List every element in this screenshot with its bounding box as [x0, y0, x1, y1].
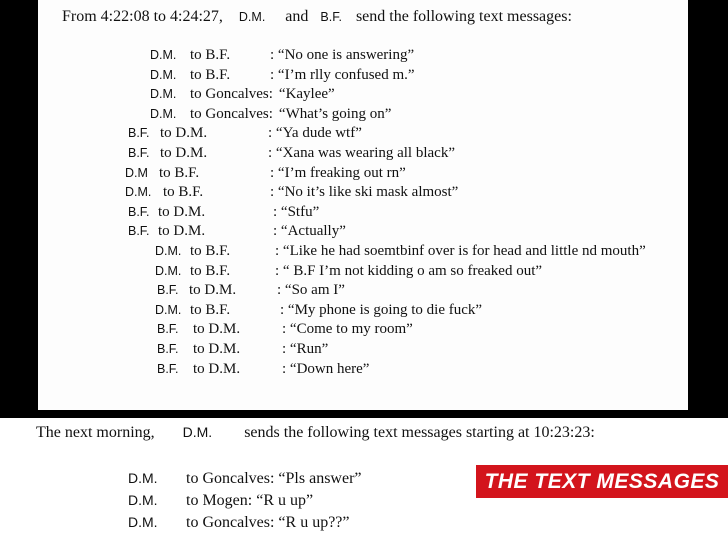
- message-line: [155, 262, 542, 280]
- message-text: : “Come to my room”: [282, 321, 413, 338]
- message-sender: B.F.: [128, 204, 150, 219]
- message-line: [150, 105, 391, 123]
- message-line: [128, 203, 319, 221]
- message-sender: D.M: [125, 165, 148, 180]
- message-text: “What’s going on”: [278, 105, 392, 122]
- message-recipient: to B.F.: [190, 66, 231, 83]
- message-line: [150, 46, 414, 64]
- message-line: [128, 222, 346, 240]
- header-and: and: [285, 8, 309, 25]
- message-line: [128, 144, 455, 162]
- message-text: : “I’m rlly confused m.”: [270, 66, 415, 83]
- message-line: [157, 281, 345, 299]
- message-sender: B.F.: [157, 322, 179, 337]
- message-sender: D.M.: [150, 67, 177, 82]
- message-text: : “Ya dude wtf”: [268, 125, 362, 142]
- message-sender: B.F.: [157, 283, 179, 298]
- morning-message-text: to Mogen: “R u up”: [186, 492, 314, 509]
- morning-person: D.M.: [182, 424, 213, 440]
- message-recipient: to Goncalves:: [190, 86, 273, 103]
- message-sender: D.M.: [150, 87, 177, 102]
- message-text: : “Like he had soemtbinf over is for head and little nd mouth”: [275, 243, 646, 259]
- morning-suffix: sends the following text messages starting at 10:23:23:: [244, 424, 595, 441]
- header-line: [62, 8, 572, 26]
- message-sender: D.M.: [125, 185, 152, 200]
- message-text: : “Actually”: [273, 223, 346, 240]
- message-line: [125, 183, 458, 201]
- morning-message-text: to Goncalves: “Pls answer”: [186, 470, 362, 487]
- message-text: : “Down here”: [282, 360, 370, 377]
- message-recipient: to B.F.: [159, 164, 200, 181]
- message-recipient: to D.M.: [158, 203, 206, 220]
- morning-message-text: to Goncalves: “R u up??”: [186, 514, 350, 531]
- message-text: : “No it’s like ski mask almost”: [270, 184, 459, 201]
- divider-band: [0, 410, 728, 418]
- message-text: : “Stfu”: [273, 203, 320, 220]
- message-recipient: to D.M.: [158, 223, 206, 240]
- message-recipient: to D.M.: [193, 321, 241, 338]
- message-recipient: to D.M.: [193, 341, 241, 357]
- message-sender: D.M.: [150, 48, 177, 62]
- message-recipient: to D.M.: [160, 145, 208, 161]
- message-recipient: to D.M.: [160, 125, 208, 142]
- message-line: [155, 242, 646, 260]
- morning-message-sender: D.M.: [128, 470, 158, 486]
- message-recipient: to D.M.: [193, 360, 241, 377]
- message-sender: B.F.: [157, 361, 179, 376]
- message-line: [150, 66, 415, 84]
- message-line: [157, 320, 413, 338]
- message-text: “Kaylee”: [278, 86, 335, 103]
- morning-message-sender: D.M.: [128, 492, 158, 508]
- message-sender: B.F.: [157, 342, 179, 356]
- message-line: [157, 360, 369, 378]
- message-sender: D.M.: [155, 302, 182, 317]
- message-recipient: to B.F.: [190, 47, 231, 63]
- message-text: : “Run”: [282, 341, 329, 357]
- header-person-1: D.M.: [238, 10, 266, 24]
- message-text: : “No one is answering”: [270, 47, 415, 63]
- message-text: : “I’m freaking out rn”: [270, 164, 406, 181]
- right-black-border: [688, 0, 728, 415]
- morning-message-sender: D.M.: [128, 514, 158, 530]
- message-text: : “My phone is going to die fuck”: [280, 301, 483, 318]
- message-recipient: to B.F.: [190, 301, 231, 318]
- morning-message-line: [128, 492, 313, 510]
- morning-message-line: [128, 470, 362, 488]
- message-sender: D.M.: [150, 106, 177, 121]
- message-line: [157, 340, 328, 358]
- message-text: : “ B.F I’m not kidding o am so freaked out”: [275, 262, 543, 279]
- message-sender: B.F.: [128, 224, 150, 239]
- message-line: [128, 124, 362, 142]
- header-person-2: B.F.: [320, 10, 342, 24]
- message-text: : “So am I”: [277, 282, 345, 299]
- header-suffix: send the following text messages:: [355, 8, 572, 25]
- message-sender: D.M.: [155, 263, 182, 278]
- message-sender: B.F.: [128, 146, 150, 160]
- text-messages-badge: THE TEXT MESSAGES: [476, 465, 728, 498]
- message-recipient: to B.F.: [190, 262, 231, 279]
- header-time-range: From 4:22:08 to 4:24:27,: [62, 8, 223, 25]
- morning-message-line: [128, 514, 350, 532]
- message-recipient: to B.F.: [190, 243, 231, 259]
- message-recipient: to D.M.: [189, 282, 237, 299]
- message-line: [155, 301, 482, 319]
- message-sender: D.M.: [155, 244, 182, 258]
- message-sender: B.F.: [128, 126, 150, 141]
- left-black-border: [0, 0, 38, 415]
- morning-intro: [36, 424, 595, 442]
- message-line: [125, 164, 406, 182]
- message-line: [150, 85, 335, 103]
- message-text: : “Xana was wearing all black”: [268, 145, 455, 161]
- message-recipient: to Goncalves:: [190, 105, 273, 122]
- message-recipient: to B.F.: [163, 184, 204, 201]
- morning-prefix: The next morning,: [36, 424, 155, 441]
